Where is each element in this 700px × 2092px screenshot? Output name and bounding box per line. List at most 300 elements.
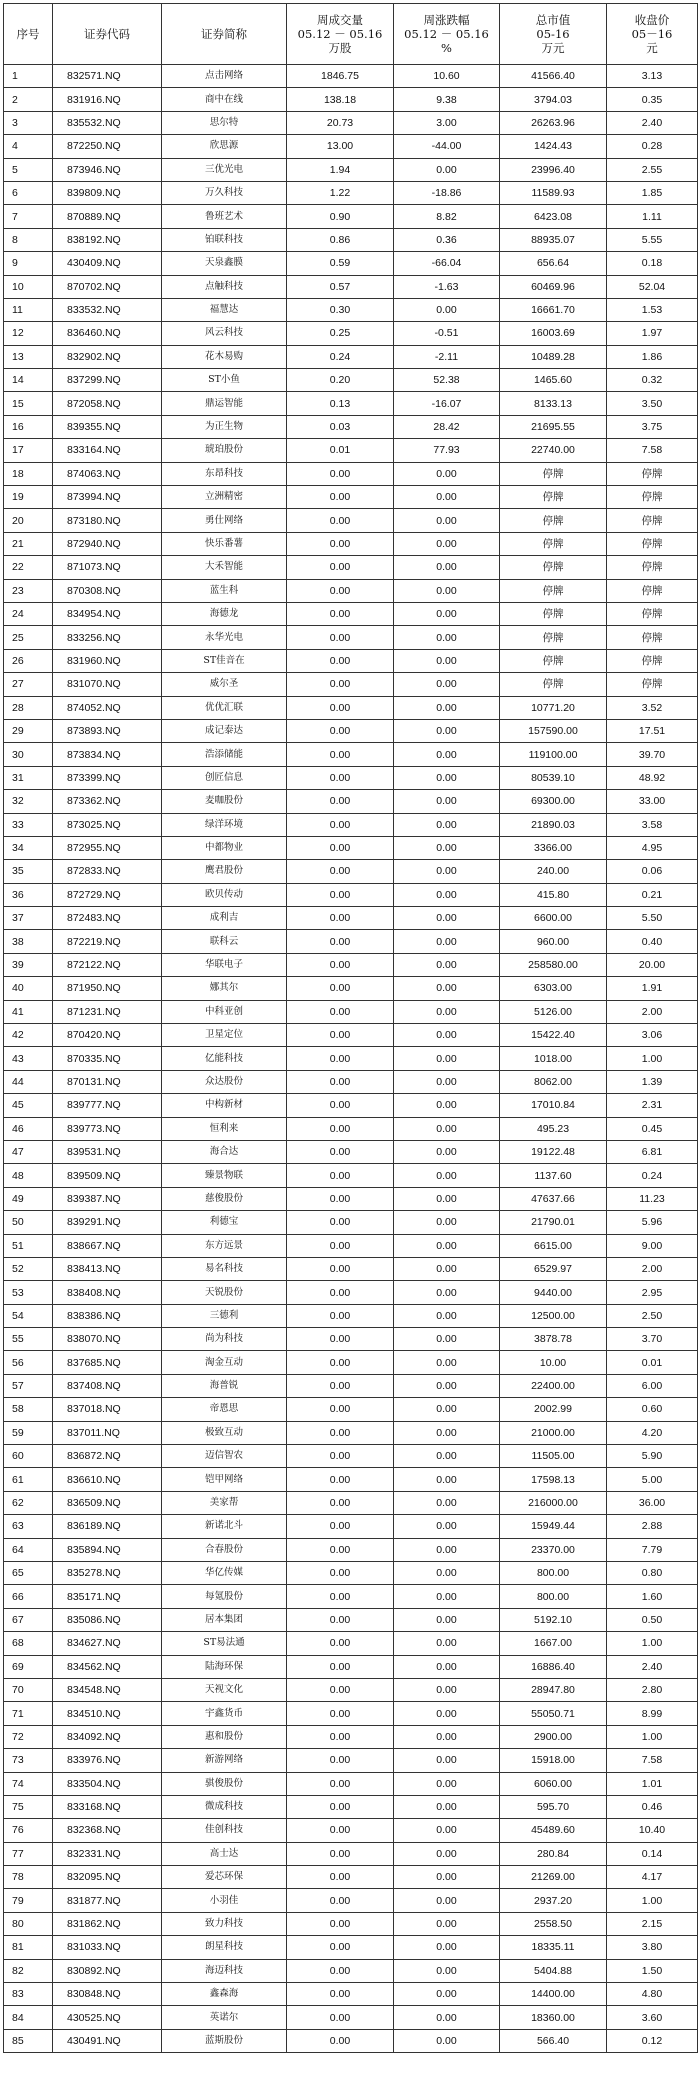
cell-name: 中构新材: [162, 1094, 287, 1117]
cell-volume: 0.00: [287, 1772, 394, 1795]
cell-volume: 0.00: [287, 1234, 394, 1257]
cell-volume: 0.25: [287, 322, 394, 345]
cell-index: 73: [4, 1749, 53, 1772]
table-body: [4, 65, 698, 2053]
cell-close-price: 2.15: [607, 1912, 698, 1935]
table-row: [4, 1024, 698, 1047]
cell-volume: 0.00: [287, 790, 394, 813]
cell-market-cap: 47637.66: [500, 1187, 607, 1210]
cell-market-cap: 6529.97: [500, 1257, 607, 1280]
header-close-price-line: 收盘价: [634, 13, 670, 27]
cell-name: 永华光电: [162, 626, 287, 649]
cell-index: 78: [4, 1866, 53, 1889]
table-row: [4, 1678, 698, 1701]
cell-code: 838386.NQ: [53, 1304, 162, 1327]
cell-volume: 0.59: [287, 252, 394, 275]
cell-volume: 0.00: [287, 1211, 394, 1234]
cell-name: 花木易购: [162, 345, 287, 368]
cell-close-price: 停牌: [607, 602, 698, 625]
cell-change: -66.04: [394, 252, 500, 275]
cell-change: 0.00: [394, 298, 500, 321]
cell-close-price: 2.55: [607, 158, 698, 181]
cell-market-cap: 80539.10: [500, 766, 607, 789]
cell-market-cap: 3878.78: [500, 1328, 607, 1351]
cell-name: 欧贝传动: [162, 883, 287, 906]
cell-code: 835894.NQ: [53, 1538, 162, 1561]
cell-index: 36: [4, 883, 53, 906]
cell-market-cap: 17010.84: [500, 1094, 607, 1117]
cell-index: 75: [4, 1795, 53, 1818]
cell-code: 839355.NQ: [53, 415, 162, 438]
cell-close-price: 52.04: [607, 275, 698, 298]
cell-name: 帝恩思: [162, 1398, 287, 1421]
cell-code: 873399.NQ: [53, 766, 162, 789]
cell-index: 51: [4, 1234, 53, 1257]
cell-index: 10: [4, 275, 53, 298]
table-row: [4, 275, 698, 298]
cell-change: 0.00: [394, 462, 500, 485]
cell-close-price: 3.06: [607, 1024, 698, 1047]
cell-market-cap: 6303.00: [500, 977, 607, 1000]
cell-code: 830848.NQ: [53, 1983, 162, 2006]
cell-name: 居本集团: [162, 1608, 287, 1631]
cell-index: 3: [4, 111, 53, 134]
cell-code: 838070.NQ: [53, 1328, 162, 1351]
cell-close-price: 8.99: [607, 1702, 698, 1725]
cell-index: 77: [4, 1842, 53, 1865]
cell-change: 0.00: [394, 1445, 500, 1468]
cell-code: 834548.NQ: [53, 1678, 162, 1701]
cell-volume: 0.90: [287, 205, 394, 228]
cell-change: 0.00: [394, 1795, 500, 1818]
table-row: [4, 696, 698, 719]
cell-index: 23: [4, 579, 53, 602]
cell-volume: 0.00: [287, 1094, 394, 1117]
cell-market-cap: 8133.13: [500, 392, 607, 415]
cell-market-cap: 21890.03: [500, 813, 607, 836]
cell-close-price: 3.50: [607, 392, 698, 415]
cell-index: 8: [4, 228, 53, 251]
cell-code: 838667.NQ: [53, 1234, 162, 1257]
cell-market-cap: 停牌: [500, 462, 607, 485]
cell-market-cap: 10771.20: [500, 696, 607, 719]
cell-volume: 0.00: [287, 1749, 394, 1772]
cell-close-price: 5.00: [607, 1468, 698, 1491]
cell-change: 0.00: [394, 1772, 500, 1795]
cell-close-price: 停牌: [607, 626, 698, 649]
table-row: [4, 532, 698, 555]
cell-close-price: 0.50: [607, 1608, 698, 1631]
cell-name: 英诺尔: [162, 2006, 287, 2029]
cell-market-cap: 8062.00: [500, 1070, 607, 1093]
cell-name: 蓝斯股份: [162, 2029, 287, 2052]
cell-market-cap: 1465.60: [500, 369, 607, 392]
cell-change: 0.00: [394, 649, 500, 672]
cell-index: 34: [4, 836, 53, 859]
table-row: [4, 345, 698, 368]
cell-name: 易名科技: [162, 1257, 287, 1280]
cell-change: 0.00: [394, 1632, 500, 1655]
cell-volume: 0.00: [287, 1468, 394, 1491]
cell-volume: 0.00: [287, 696, 394, 719]
cell-code: 836460.NQ: [53, 322, 162, 345]
cell-index: 64: [4, 1538, 53, 1561]
cell-index: 83: [4, 1983, 53, 2006]
cell-index: 48: [4, 1164, 53, 1187]
cell-close-price: 1.97: [607, 322, 698, 345]
cell-close-price: 0.14: [607, 1842, 698, 1865]
cell-code: 870702.NQ: [53, 275, 162, 298]
cell-name: 点击网络: [162, 65, 287, 88]
cell-code: 839531.NQ: [53, 1140, 162, 1163]
cell-market-cap: 157590.00: [500, 719, 607, 742]
cell-name: 欣思源: [162, 135, 287, 158]
cell-close-price: 0.45: [607, 1117, 698, 1140]
cell-change: 0.00: [394, 602, 500, 625]
cell-name: 卫星定位: [162, 1024, 287, 1047]
cell-close-price: 2.95: [607, 1281, 698, 1304]
cell-code: 838192.NQ: [53, 228, 162, 251]
cell-close-price: 2.00: [607, 1257, 698, 1280]
table-row: [4, 1211, 698, 1234]
cell-name: 亿能科技: [162, 1047, 287, 1070]
cell-market-cap: 16003.69: [500, 322, 607, 345]
cell-name: 铂联科技: [162, 228, 287, 251]
header-row: [4, 4, 698, 65]
cell-name: ST小鱼: [162, 369, 287, 392]
header-volume-line: 万股: [328, 41, 352, 55]
cell-index: 84: [4, 2006, 53, 2029]
cell-index: 5: [4, 158, 53, 181]
cell-name: 高士达: [162, 1842, 287, 1865]
cell-market-cap: 216000.00: [500, 1491, 607, 1514]
cell-close-price: 4.17: [607, 1866, 698, 1889]
cell-market-cap: 21000.00: [500, 1421, 607, 1444]
cell-index: 38: [4, 930, 53, 953]
cell-index: 40: [4, 977, 53, 1000]
cell-market-cap: 停牌: [500, 673, 607, 696]
cell-volume: 0.00: [287, 1842, 394, 1865]
cell-market-cap: 41566.40: [500, 65, 607, 88]
cell-close-price: 停牌: [607, 673, 698, 696]
cell-volume: 0.00: [287, 462, 394, 485]
cell-volume: 0.00: [287, 1515, 394, 1538]
cell-code: 832331.NQ: [53, 1842, 162, 1865]
cell-change: 0.00: [394, 1889, 500, 1912]
cell-market-cap: 495.23: [500, 1117, 607, 1140]
table-row: [4, 135, 698, 158]
cell-volume: 13.00: [287, 135, 394, 158]
cell-code: 832095.NQ: [53, 1866, 162, 1889]
cell-name: 三德利: [162, 1304, 287, 1327]
cell-code: 833256.NQ: [53, 626, 162, 649]
table-row: [4, 1632, 698, 1655]
cell-change: -0.51: [394, 322, 500, 345]
cell-change: 0.00: [394, 813, 500, 836]
cell-market-cap: 9440.00: [500, 1281, 607, 1304]
cell-index: 67: [4, 1608, 53, 1631]
cell-name: 点触科技: [162, 275, 287, 298]
cell-code: 837018.NQ: [53, 1398, 162, 1421]
cell-code: 872122.NQ: [53, 953, 162, 976]
table-row: [4, 486, 698, 509]
cell-name: 东方远景: [162, 1234, 287, 1257]
cell-change: 0.00: [394, 1959, 500, 1982]
cell-name: ST易法通: [162, 1632, 287, 1655]
table-row: [4, 1655, 698, 1678]
cell-market-cap: 11505.00: [500, 1445, 607, 1468]
cell-volume: 0.00: [287, 813, 394, 836]
cell-name: 琥珀股份: [162, 439, 287, 462]
cell-close-price: 1.91: [607, 977, 698, 1000]
cell-change: 0.00: [394, 743, 500, 766]
cell-code: 871073.NQ: [53, 556, 162, 579]
cell-market-cap: 14400.00: [500, 1983, 607, 2006]
cell-code: 839387.NQ: [53, 1187, 162, 1210]
cell-market-cap: 10489.28: [500, 345, 607, 368]
cell-name: 立洲精密: [162, 486, 287, 509]
cell-change: 0.00: [394, 696, 500, 719]
cell-close-price: 1.86: [607, 345, 698, 368]
cell-name: 美家帮: [162, 1491, 287, 1514]
cell-volume: 0.00: [287, 1866, 394, 1889]
header-market-cap-line: 总市值: [535, 13, 571, 27]
cell-volume: 0.00: [287, 1281, 394, 1304]
table-row: [4, 907, 698, 930]
cell-code: 872483.NQ: [53, 907, 162, 930]
cell-market-cap: 19122.48: [500, 1140, 607, 1163]
cell-index: 65: [4, 1562, 53, 1585]
table-row: [4, 1866, 698, 1889]
cell-close-price: 停牌: [607, 532, 698, 555]
cell-close-price: 10.40: [607, 1819, 698, 1842]
cell-name: 淘金互动: [162, 1351, 287, 1374]
cell-volume: 0.00: [287, 977, 394, 1000]
cell-close-price: 5.90: [607, 1445, 698, 1468]
cell-change: 0.00: [394, 486, 500, 509]
cell-change: 0.00: [394, 1047, 500, 1070]
cell-market-cap: 18335.11: [500, 1936, 607, 1959]
cell-market-cap: 656.64: [500, 252, 607, 275]
cell-code: 835086.NQ: [53, 1608, 162, 1631]
cell-code: 839291.NQ: [53, 1211, 162, 1234]
table-row: [4, 1538, 698, 1561]
cell-market-cap: 3794.03: [500, 88, 607, 111]
cell-close-price: 2.40: [607, 1655, 698, 1678]
cell-volume: 0.00: [287, 1351, 394, 1374]
cell-name: 华亿传媒: [162, 1562, 287, 1585]
cell-index: 19: [4, 486, 53, 509]
header-volume-line: 05.12 － 05.16: [297, 27, 383, 41]
table-row: [4, 1702, 698, 1725]
cell-volume: 1.22: [287, 181, 394, 204]
table-row: [4, 766, 698, 789]
cell-code: 831916.NQ: [53, 88, 162, 111]
cell-code: 834954.NQ: [53, 602, 162, 625]
table-row: [4, 1257, 698, 1280]
cell-volume: 0.00: [287, 1889, 394, 1912]
table-row: [4, 1328, 698, 1351]
header-change-line: 05.12 － 05.16: [404, 27, 489, 41]
cell-market-cap: 1018.00: [500, 1047, 607, 1070]
cell-code: 834510.NQ: [53, 1702, 162, 1725]
cell-volume: 0.00: [287, 1047, 394, 1070]
cell-volume: 0.00: [287, 1257, 394, 1280]
table-row: [4, 836, 698, 859]
cell-name: 新诺北斗: [162, 1515, 287, 1538]
cell-name: 快乐番薯: [162, 532, 287, 555]
cell-volume: 138.18: [287, 88, 394, 111]
table-row: [4, 1562, 698, 1585]
cell-close-price: 1.85: [607, 181, 698, 204]
cell-market-cap: 60469.96: [500, 275, 607, 298]
cell-change: 0.00: [394, 1421, 500, 1444]
cell-volume: 0.24: [287, 345, 394, 368]
cell-close-price: 1.01: [607, 1772, 698, 1795]
cell-name: 天泉鑫膜: [162, 252, 287, 275]
cell-close-price: 0.32: [607, 369, 698, 392]
cell-change: 0.00: [394, 1117, 500, 1140]
cell-name: 福慧达: [162, 298, 287, 321]
cell-market-cap: 55050.71: [500, 1702, 607, 1725]
cell-volume: 0.00: [287, 1070, 394, 1093]
cell-close-price: 3.75: [607, 415, 698, 438]
cell-change: 0.00: [394, 1655, 500, 1678]
cell-close-price: 4.95: [607, 836, 698, 859]
table-row: [4, 1421, 698, 1444]
cell-name: 商中在线: [162, 88, 287, 111]
cell-change: 0.00: [394, 1351, 500, 1374]
cell-close-price: 3.80: [607, 1936, 698, 1959]
cell-market-cap: 800.00: [500, 1562, 607, 1585]
cell-code: 837011.NQ: [53, 1421, 162, 1444]
cell-name: 三优光电: [162, 158, 287, 181]
cell-close-price: 9.00: [607, 1234, 698, 1257]
table-row: [4, 1842, 698, 1865]
cell-name: 朗星科技: [162, 1936, 287, 1959]
cell-market-cap: 69300.00: [500, 790, 607, 813]
cell-code: 874052.NQ: [53, 696, 162, 719]
cell-name: 海迈科技: [162, 1959, 287, 1982]
cell-volume: 0.00: [287, 1585, 394, 1608]
cell-volume: 0.00: [287, 1328, 394, 1351]
cell-volume: 0.00: [287, 1000, 394, 1023]
cell-change: 0.00: [394, 719, 500, 742]
cell-code: 833532.NQ: [53, 298, 162, 321]
cell-index: 59: [4, 1421, 53, 1444]
cell-index: 18: [4, 462, 53, 485]
table-row: [4, 1070, 698, 1093]
cell-market-cap: 2900.00: [500, 1725, 607, 1748]
cell-market-cap: 22740.00: [500, 439, 607, 462]
cell-index: 68: [4, 1632, 53, 1655]
cell-name: 娜其尔: [162, 977, 287, 1000]
cell-market-cap: 12500.00: [500, 1304, 607, 1327]
cell-volume: 0.00: [287, 1655, 394, 1678]
table-row: [4, 1983, 698, 2006]
cell-index: 39: [4, 953, 53, 976]
cell-change: 0.00: [394, 1234, 500, 1257]
table-header: [4, 4, 698, 65]
cell-code: 837408.NQ: [53, 1374, 162, 1397]
cell-name: 铠甲网络: [162, 1468, 287, 1491]
cell-volume: 0.00: [287, 486, 394, 509]
cell-change: 3.00: [394, 111, 500, 134]
cell-close-price: 2.80: [607, 1678, 698, 1701]
cell-index: 47: [4, 1140, 53, 1163]
cell-change: 0.00: [394, 1585, 500, 1608]
cell-change: 0.00: [394, 556, 500, 579]
cell-change: 0.00: [394, 1304, 500, 1327]
table-row: [4, 649, 698, 672]
table-row: [4, 158, 698, 181]
cell-code: 831070.NQ: [53, 673, 162, 696]
cell-code: 831862.NQ: [53, 1912, 162, 1935]
cell-index: 22: [4, 556, 53, 579]
cell-volume: 0.00: [287, 1983, 394, 2006]
table-row: [4, 65, 698, 88]
cell-change: 0.00: [394, 930, 500, 953]
cell-name: 为正生物: [162, 415, 287, 438]
cell-code: 870131.NQ: [53, 1070, 162, 1093]
table-row: [4, 556, 698, 579]
cell-change: 0.00: [394, 1094, 500, 1117]
cell-index: 2: [4, 88, 53, 111]
cell-close-price: 4.80: [607, 1983, 698, 2006]
cell-code: 832368.NQ: [53, 1819, 162, 1842]
cell-index: 13: [4, 345, 53, 368]
cell-index: 37: [4, 907, 53, 930]
cell-index: 82: [4, 1959, 53, 1982]
cell-close-price: 39.70: [607, 743, 698, 766]
cell-volume: 0.00: [287, 1187, 394, 1210]
cell-index: 81: [4, 1936, 53, 1959]
cell-code: 873834.NQ: [53, 743, 162, 766]
cell-code: 839509.NQ: [53, 1164, 162, 1187]
cell-index: 74: [4, 1772, 53, 1795]
cell-volume: 0.03: [287, 415, 394, 438]
cell-volume: 0.57: [287, 275, 394, 298]
table-row: [4, 2029, 698, 2052]
cell-market-cap: 1424.43: [500, 135, 607, 158]
header-change-line: %: [441, 41, 452, 55]
cell-change: 0.00: [394, 1140, 500, 1163]
cell-code: 873994.NQ: [53, 486, 162, 509]
table-row: [4, 88, 698, 111]
cell-index: 1: [4, 65, 53, 88]
cell-change: 10.60: [394, 65, 500, 88]
cell-volume: 0.00: [287, 509, 394, 532]
cell-index: 50: [4, 1211, 53, 1234]
cell-name: 尚为科技: [162, 1328, 287, 1351]
cell-code: 836189.NQ: [53, 1515, 162, 1538]
cell-index: 49: [4, 1187, 53, 1210]
header-code: [53, 4, 162, 65]
cell-market-cap: 280.84: [500, 1842, 607, 1865]
table-row: [4, 1749, 698, 1772]
cell-close-price: 3.52: [607, 696, 698, 719]
cell-market-cap: 17598.13: [500, 1468, 607, 1491]
cell-volume: 0.00: [287, 626, 394, 649]
cell-change: 0.00: [394, 673, 500, 696]
cell-index: 33: [4, 813, 53, 836]
cell-code: 870420.NQ: [53, 1024, 162, 1047]
cell-market-cap: 18360.00: [500, 2006, 607, 2029]
cell-index: 27: [4, 673, 53, 696]
cell-close-price: 6.81: [607, 1140, 698, 1163]
table-row: [4, 1468, 698, 1491]
cell-market-cap: 258580.00: [500, 953, 607, 976]
